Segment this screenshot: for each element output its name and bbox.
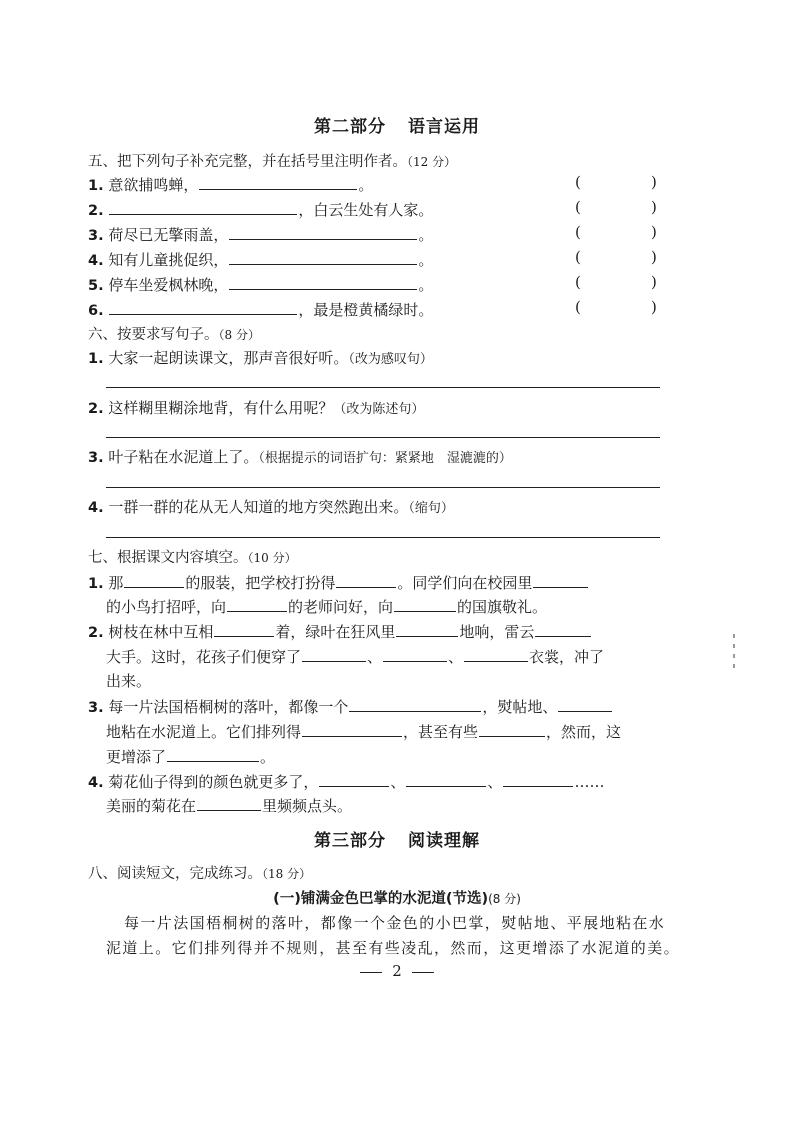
item-text: ，甚至有些 bbox=[403, 723, 479, 741]
author-paren-close[interactable]: ) bbox=[651, 198, 657, 216]
author-paren-open[interactable]: ( bbox=[575, 273, 581, 291]
item-number: 6. bbox=[88, 303, 104, 319]
question-7-heading bbox=[88, 546, 297, 567]
item-text: 衣裳，冲了 bbox=[529, 648, 605, 666]
item-number: 3. bbox=[88, 450, 104, 466]
fill-blank[interactable] bbox=[199, 173, 357, 190]
fill-blank[interactable] bbox=[479, 720, 545, 737]
item-instruction: （改为陈述句） bbox=[333, 402, 425, 417]
question-5-heading bbox=[88, 150, 456, 171]
q7-item-1-line-1 bbox=[88, 571, 589, 593]
q5-item-3 bbox=[88, 223, 433, 245]
q5-item-1 bbox=[88, 173, 373, 195]
q7-item-1-line-2 bbox=[106, 595, 547, 617]
author-paren-open[interactable]: ( bbox=[575, 298, 581, 316]
question-8-points: （18 分） bbox=[262, 867, 312, 881]
fill-blank[interactable] bbox=[383, 645, 447, 662]
item-text: 里频频点头。 bbox=[262, 797, 353, 815]
author-paren-close[interactable]: ) bbox=[651, 248, 657, 266]
passage-line-1: 每一片法国梧桐树的落叶，都像一个金色的小巴掌，熨帖地、平展地粘在水 bbox=[124, 914, 666, 932]
question-7-points: （10 分） bbox=[247, 551, 297, 565]
q7-item-3-line-1 bbox=[88, 695, 613, 717]
item-text: 意欲捕鸣蝉， bbox=[108, 176, 199, 194]
section-title-part2-name: 语言运用 bbox=[408, 117, 480, 137]
item-text: …… bbox=[574, 773, 605, 791]
q6-item-1 bbox=[88, 347, 433, 368]
item-number: 1. bbox=[88, 351, 104, 367]
item-number: 2. bbox=[88, 625, 104, 641]
fill-blank[interactable] bbox=[336, 571, 396, 588]
item-text: 树枝在林中互相 bbox=[108, 623, 214, 641]
section-title-part3 bbox=[0, 826, 794, 851]
question-5-text: 五、把下列句子补充完整，并在括号里注明作者。 bbox=[88, 154, 407, 170]
q5-item-6 bbox=[88, 298, 433, 320]
item-text: 。 bbox=[358, 176, 374, 194]
item-number: 4. bbox=[88, 253, 104, 269]
question-7-text: 七、根据课文内容填空。 bbox=[88, 550, 248, 566]
author-paren-open[interactable]: ( bbox=[575, 248, 581, 266]
q7-item-4-line-2 bbox=[106, 794, 352, 816]
item-text: 、 bbox=[390, 773, 406, 791]
item-text: ，白云生处有人家。 bbox=[298, 201, 434, 219]
item-instruction: （根据提示的词语扩句：紧紧地 湿漉漉的） bbox=[258, 451, 512, 466]
item-text: 、 bbox=[487, 773, 503, 791]
question-8-heading bbox=[88, 862, 311, 883]
item-text: 那 bbox=[108, 574, 124, 592]
fill-blank[interactable] bbox=[396, 620, 458, 637]
answer-line[interactable] bbox=[106, 487, 660, 488]
item-text: 荷尽已无擎雨盖， bbox=[108, 226, 229, 244]
item-number: 4. bbox=[88, 775, 104, 791]
item-text: 停车坐爱枫林晚， bbox=[108, 276, 229, 294]
q6-item-3 bbox=[88, 446, 512, 467]
item-text: 、 bbox=[448, 648, 464, 666]
fill-blank[interactable] bbox=[349, 695, 481, 712]
item-text: ，然而，这 bbox=[546, 723, 622, 741]
item-text: 叶子粘在水泥道上了。 bbox=[108, 448, 259, 466]
author-paren-close[interactable]: ) bbox=[651, 173, 657, 191]
fill-blank[interactable] bbox=[124, 571, 184, 588]
fill-blank[interactable] bbox=[229, 223, 417, 240]
fill-blank[interactable] bbox=[229, 248, 417, 265]
q7-item-3-line-3 bbox=[106, 745, 275, 767]
item-text: 。 bbox=[260, 748, 276, 766]
author-paren-open[interactable]: ( bbox=[575, 223, 581, 241]
section-title-part2-number: 第二部分 bbox=[314, 117, 386, 137]
fill-blank[interactable] bbox=[109, 198, 297, 215]
question-6-heading bbox=[88, 323, 260, 344]
item-number: 3. bbox=[88, 228, 104, 244]
item-text: 一群一群的花从无人知道的地方突然跑出来。 bbox=[108, 498, 409, 516]
item-text: 。 bbox=[418, 226, 434, 244]
item-instruction: （缩句） bbox=[408, 501, 454, 516]
fill-blank[interactable] bbox=[558, 695, 612, 712]
fill-blank[interactable] bbox=[227, 595, 287, 612]
fill-blank[interactable] bbox=[464, 645, 528, 662]
fill-blank[interactable] bbox=[533, 571, 588, 588]
passage-title bbox=[0, 887, 794, 908]
q6-item-2 bbox=[88, 397, 424, 418]
binding-mark bbox=[733, 634, 735, 638]
page-number bbox=[0, 962, 794, 980]
q7-item-3-line-2 bbox=[106, 720, 621, 742]
binding-mark bbox=[733, 664, 735, 668]
item-instruction: （改为感叹句） bbox=[348, 352, 433, 367]
fill-blank[interactable] bbox=[302, 720, 402, 737]
q6-item-4 bbox=[88, 496, 454, 517]
item-text: 这样糊里糊涂地背，有什么用呢？ bbox=[108, 399, 334, 417]
fill-blank[interactable] bbox=[535, 620, 591, 637]
item-text: 的国旗敬礼。 bbox=[457, 598, 548, 616]
page-number-right-dash bbox=[412, 972, 434, 973]
item-text: 地响，雷云 bbox=[459, 623, 535, 641]
answer-line[interactable] bbox=[106, 437, 660, 438]
author-paren-close[interactable]: ) bbox=[651, 273, 657, 291]
item-number: 5. bbox=[88, 278, 104, 294]
item-number: 1. bbox=[88, 576, 104, 592]
item-text: 大手。这时，花孩子们便穿了 bbox=[106, 648, 302, 666]
q5-item-4 bbox=[88, 248, 433, 270]
item-text: 大家一起朗读课文，那声音很好听。 bbox=[108, 349, 349, 367]
page-number-left-dash bbox=[360, 972, 382, 973]
page-number-value: 2 bbox=[392, 962, 402, 980]
question-6-text: 六、按要求写句子。 bbox=[88, 327, 219, 343]
author-paren-open[interactable]: ( bbox=[575, 173, 581, 191]
fill-blank[interactable] bbox=[319, 770, 389, 787]
author-paren-close[interactable]: ) bbox=[651, 223, 657, 241]
passage-line-2: 泥道上。它们排列得并不规则，甚至有些凌乱，然而，这更增添了水泥道的美。 bbox=[106, 939, 681, 957]
q7-item-2-line-2 bbox=[106, 645, 604, 667]
question-6-points: （8 分） bbox=[218, 328, 260, 342]
item-text: 。同学们向在校园里 bbox=[397, 574, 533, 592]
section-title-part2 bbox=[0, 112, 794, 137]
passage-title-text: (一)铺满金色巴掌的水泥道(节选) bbox=[273, 891, 489, 907]
q5-item-5 bbox=[88, 273, 433, 295]
q5-item-2 bbox=[88, 198, 433, 220]
item-number: 4. bbox=[88, 500, 104, 516]
fill-blank[interactable] bbox=[167, 745, 259, 762]
item-text: 出来。 bbox=[106, 672, 152, 690]
item-text: 、 bbox=[367, 648, 383, 666]
item-text: 着，绿叶在狂风里 bbox=[275, 623, 396, 641]
item-text: 的小鸟打招呼，向 bbox=[106, 598, 227, 616]
author-paren-close[interactable]: ) bbox=[651, 298, 657, 316]
q7-item-2-line-3 bbox=[106, 670, 151, 691]
binding-mark bbox=[733, 644, 735, 648]
item-text: ，最是橙黄橘绿时。 bbox=[298, 301, 434, 319]
item-text: 。 bbox=[418, 251, 434, 269]
fill-blank[interactable] bbox=[229, 273, 417, 290]
answer-line[interactable] bbox=[106, 387, 660, 388]
item-text: 知有儿童挑促织， bbox=[108, 251, 229, 269]
fill-blank[interactable] bbox=[302, 645, 366, 662]
item-number: 3. bbox=[88, 700, 104, 716]
item-number: 2. bbox=[88, 401, 104, 417]
item-number: 1. bbox=[88, 178, 104, 194]
item-text: 的服装，把学校打扮得 bbox=[185, 574, 336, 592]
item-text: 地粘在水泥道上。它们排列得 bbox=[106, 723, 302, 741]
question-5-points: （12 分） bbox=[407, 155, 457, 169]
binding-mark bbox=[733, 654, 735, 658]
item-text: 的老师问好，向 bbox=[288, 598, 394, 616]
section-title-part3-name: 阅读理解 bbox=[408, 831, 480, 851]
item-text: 菊花仙子得到的颜色就更多了， bbox=[108, 773, 319, 791]
fill-blank[interactable] bbox=[109, 298, 297, 315]
item-text: 更增添了 bbox=[106, 748, 167, 766]
author-paren-open[interactable]: ( bbox=[575, 198, 581, 216]
answer-line[interactable] bbox=[106, 537, 660, 538]
fill-blank[interactable] bbox=[406, 770, 486, 787]
fill-blank[interactable] bbox=[214, 620, 274, 637]
question-8-text: 八、阅读短文，完成练习。 bbox=[88, 866, 262, 882]
q7-item-4-line-1 bbox=[88, 770, 604, 792]
fill-blank[interactable] bbox=[503, 770, 573, 787]
q7-item-2-line-1 bbox=[88, 620, 592, 642]
item-text: ，熨帖地、 bbox=[482, 698, 558, 716]
item-text: 。 bbox=[418, 276, 434, 294]
passage-points: (8 分) bbox=[488, 892, 521, 906]
item-text: 美丽的菊花在 bbox=[106, 797, 197, 815]
fill-blank[interactable] bbox=[197, 794, 261, 811]
fill-blank[interactable] bbox=[394, 595, 456, 612]
section-title-part3-number: 第三部分 bbox=[314, 831, 386, 851]
item-text: 每一片法国梧桐树的落叶，都像一个 bbox=[108, 698, 349, 716]
item-number: 2. bbox=[88, 203, 104, 219]
